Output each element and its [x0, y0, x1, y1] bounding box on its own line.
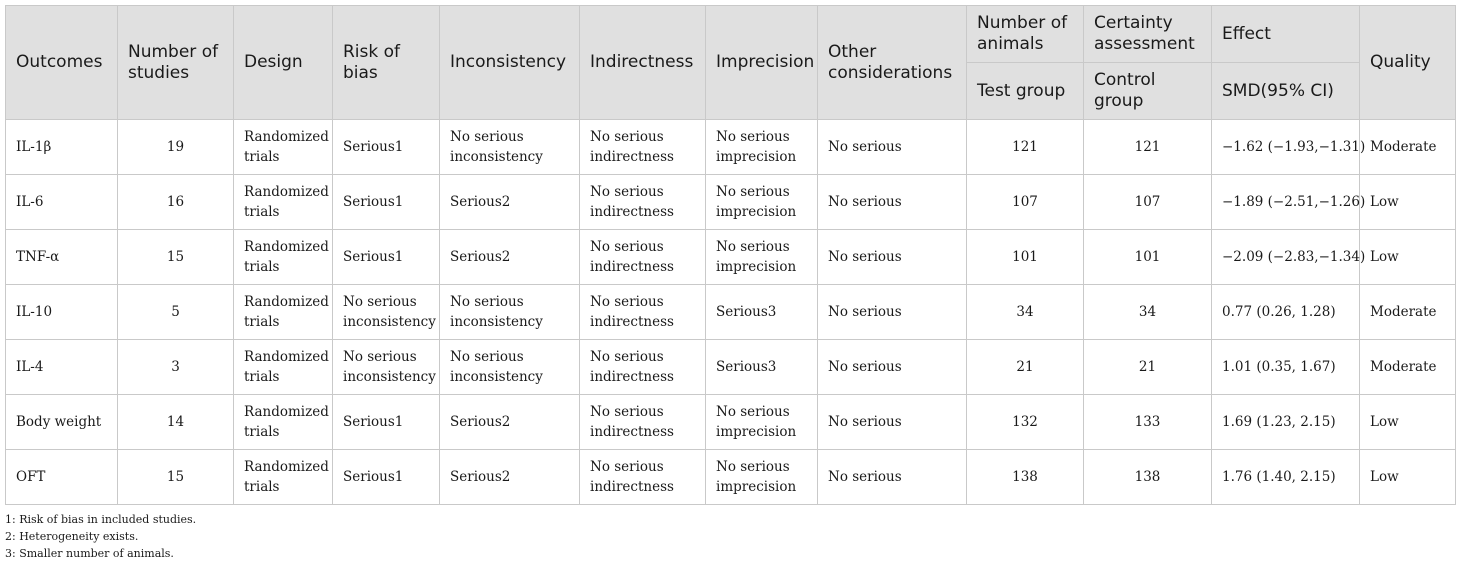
cell-imprecision: No serious imprecision	[706, 230, 818, 285]
header-control-group: Control group	[1084, 63, 1212, 120]
cell-inconsistency: Serious2	[440, 230, 580, 285]
cell-effect: 1.69 (1.23, 2.15)	[1212, 395, 1360, 450]
cell-outcome: IL-10	[6, 285, 118, 340]
cell-test-group: 21	[967, 340, 1084, 395]
cell-inconsistency: Serious2	[440, 175, 580, 230]
cell-test-group: 138	[967, 450, 1084, 505]
header-certainty-assessment: Certainty assessment	[1084, 6, 1212, 63]
cell-control-group: 34	[1084, 285, 1212, 340]
cell-studies: 19	[118, 120, 234, 175]
cell-imprecision: No serious imprecision	[706, 395, 818, 450]
table-footnotes	[5, 511, 196, 562]
table-row	[6, 230, 1456, 285]
cell-indirectness: No serious indirectness	[580, 175, 706, 230]
table-row	[6, 450, 1456, 505]
cell-inconsistency: Serious2	[440, 395, 580, 450]
cell-design: Randomized trials	[234, 395, 333, 450]
cell-test-group: 107	[967, 175, 1084, 230]
cell-imprecision: Serious3	[706, 340, 818, 395]
cell-test-group: 34	[967, 285, 1084, 340]
cell-other: No serious	[818, 120, 967, 175]
footnote: 2: Heterogeneity exists.	[5, 530, 139, 543]
cell-effect: 1.01 (0.35, 1.67)	[1212, 340, 1360, 395]
header-outcomes: Outcomes	[6, 6, 118, 120]
cell-other: No serious	[818, 230, 967, 285]
cell-outcome: OFT	[6, 450, 118, 505]
cell-design: Randomized trials	[234, 175, 333, 230]
cell-risk-of-bias: Serious1	[333, 450, 440, 505]
cell-indirectness: No serious indirectness	[580, 285, 706, 340]
header-smd: SMD(95% CI)	[1212, 63, 1360, 120]
header-test-group: Test group	[967, 63, 1084, 120]
cell-studies: 3	[118, 340, 234, 395]
cell-indirectness: No serious indirectness	[580, 395, 706, 450]
cell-other: No serious	[818, 175, 967, 230]
table-row	[6, 340, 1456, 395]
cell-control-group: 101	[1084, 230, 1212, 285]
cell-effect: −1.89 (−2.51,−1.26)	[1212, 175, 1360, 230]
cell-design: Randomized trials	[234, 340, 333, 395]
cell-risk-of-bias: No serious inconsistency	[333, 285, 440, 340]
cell-design: Randomized trials	[234, 285, 333, 340]
header-number-of-animals: Number of animals	[967, 6, 1084, 63]
cell-studies: 15	[118, 230, 234, 285]
cell-quality: Low	[1360, 230, 1456, 285]
cell-studies: 16	[118, 175, 234, 230]
cell-quality: Low	[1360, 450, 1456, 505]
table-row	[6, 175, 1456, 230]
cell-outcome: IL-1β	[6, 120, 118, 175]
header-indirectness: Indirectness	[580, 6, 706, 120]
cell-other: No serious	[818, 340, 967, 395]
cell-risk-of-bias: Serious1	[333, 395, 440, 450]
cell-effect: −2.09 (−2.83,−1.34)	[1212, 230, 1360, 285]
cell-effect: 1.76 (1.40, 2.15)	[1212, 450, 1360, 505]
cell-imprecision: No serious imprecision	[706, 120, 818, 175]
cell-test-group: 101	[967, 230, 1084, 285]
cell-outcome: IL-4	[6, 340, 118, 395]
cell-design: Randomized trials	[234, 120, 333, 175]
cell-studies: 15	[118, 450, 234, 505]
cell-indirectness: No serious indirectness	[580, 120, 706, 175]
cell-inconsistency: No serious inconsistency	[440, 285, 580, 340]
table-header	[6, 6, 1456, 120]
header-other-considerations: Other considerations	[818, 6, 967, 120]
cell-inconsistency: Serious2	[440, 450, 580, 505]
cell-control-group: 21	[1084, 340, 1212, 395]
cell-outcome: TNF-α	[6, 230, 118, 285]
cell-quality: Moderate	[1360, 120, 1456, 175]
cell-studies: 14	[118, 395, 234, 450]
header-risk-of-bias: Risk of bias	[333, 6, 440, 120]
cell-inconsistency: No serious inconsistency	[440, 120, 580, 175]
cell-indirectness: No serious indirectness	[580, 450, 706, 505]
cell-quality: Low	[1360, 395, 1456, 450]
cell-quality: Moderate	[1360, 285, 1456, 340]
footnote: 1: Risk of bias in included studies.	[5, 513, 197, 526]
cell-other: No serious	[818, 450, 967, 505]
cell-control-group: 133	[1084, 395, 1212, 450]
cell-risk-of-bias: Serious1	[333, 230, 440, 285]
cell-risk-of-bias: Serious1	[333, 120, 440, 175]
cell-quality: Moderate	[1360, 340, 1456, 395]
table-body	[6, 120, 1456, 505]
header-inconsistency: Inconsistency	[440, 6, 580, 120]
grade-evidence-table-container	[5, 5, 1455, 505]
cell-effect: 0.77 (0.26, 1.28)	[1212, 285, 1360, 340]
cell-control-group: 138	[1084, 450, 1212, 505]
cell-control-group: 121	[1084, 120, 1212, 175]
footnote: 3: Smaller number of animals.	[5, 547, 174, 560]
cell-other: No serious	[818, 285, 967, 340]
table-row	[6, 120, 1456, 175]
cell-design: Randomized trials	[234, 230, 333, 285]
cell-design: Randomized trials	[234, 450, 333, 505]
header-imprecision: Imprecision	[706, 6, 818, 120]
cell-quality: Low	[1360, 175, 1456, 230]
cell-test-group: 121	[967, 120, 1084, 175]
cell-studies: 5	[118, 285, 234, 340]
cell-outcome: Body weight	[6, 395, 118, 450]
header-effect: Effect	[1212, 6, 1360, 63]
cell-effect: −1.62 (−1.93,−1.31)	[1212, 120, 1360, 175]
cell-indirectness: No serious indirectness	[580, 340, 706, 395]
table-row	[6, 285, 1456, 340]
cell-outcome: IL-6	[6, 175, 118, 230]
header-quality: Quality	[1360, 6, 1456, 120]
header-design: Design	[234, 6, 333, 120]
cell-indirectness: No serious indirectness	[580, 230, 706, 285]
grade-evidence-table	[5, 5, 1456, 505]
cell-risk-of-bias: Serious1	[333, 175, 440, 230]
cell-control-group: 107	[1084, 175, 1212, 230]
cell-test-group: 132	[967, 395, 1084, 450]
table-row	[6, 395, 1456, 450]
header-number-of-studies: Number of studies	[118, 6, 234, 120]
cell-risk-of-bias: No serious inconsistency	[333, 340, 440, 395]
cell-imprecision: No serious imprecision	[706, 450, 818, 505]
cell-other: No serious	[818, 395, 967, 450]
cell-imprecision: Serious3	[706, 285, 818, 340]
cell-imprecision: No serious imprecision	[706, 175, 818, 230]
cell-inconsistency: No serious inconsistency	[440, 340, 580, 395]
